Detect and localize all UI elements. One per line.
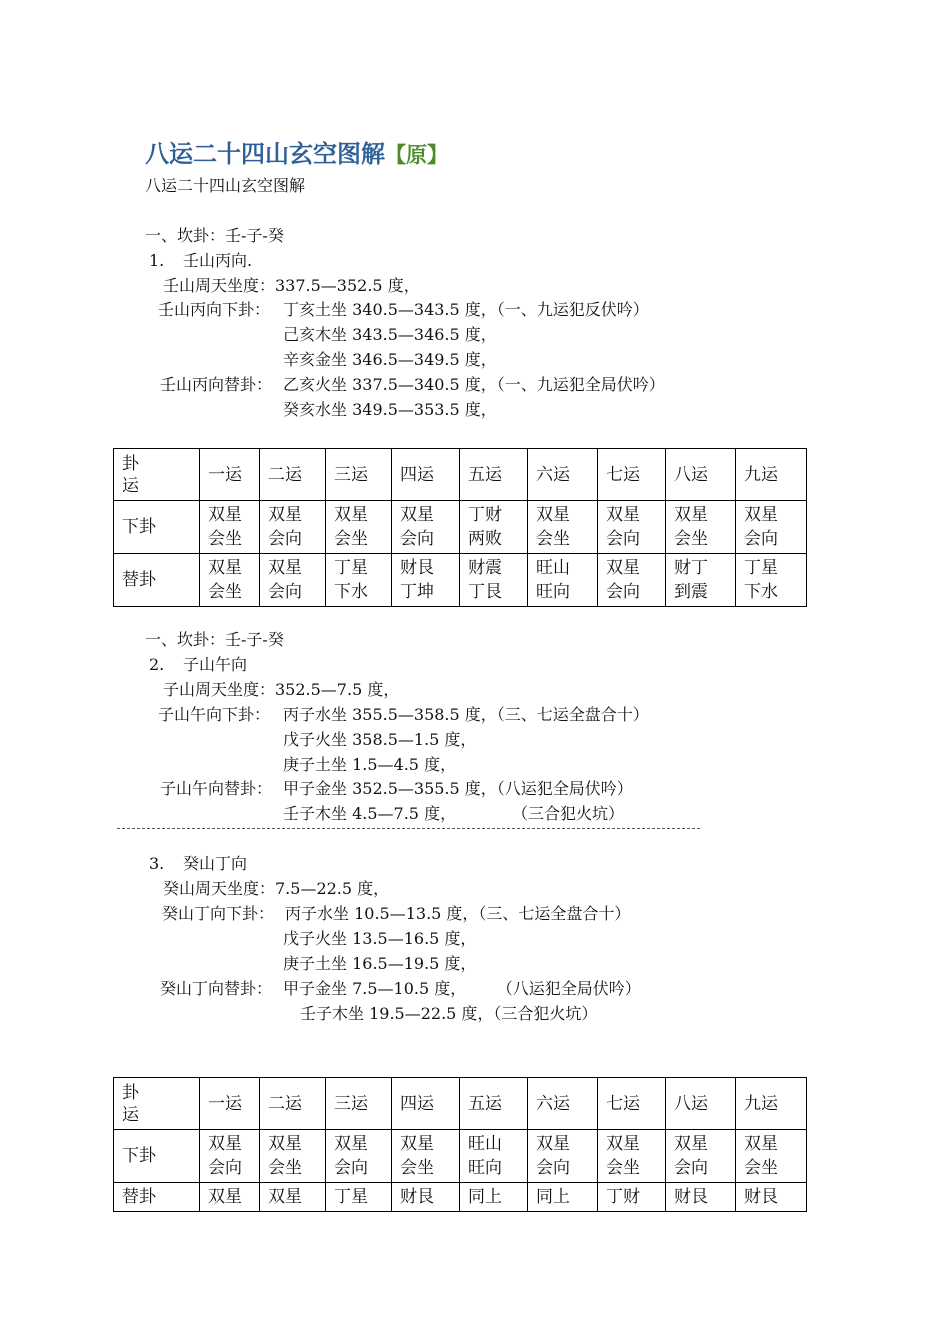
table-cell: 双星 会坐 (528, 501, 598, 554)
section2-degree-line: 子山周天坐度：352.5—7.5 度， (163, 680, 400, 699)
table-cell: 财艮 (736, 1183, 807, 1212)
dashed-divider (117, 828, 700, 829)
section1-ti-line: 乙亥火坐 337.5—340.5 度，（一、九运犯全局伏吟） (283, 375, 665, 394)
table-header-row (114, 449, 807, 501)
corner-cell: 卦 运 (114, 1078, 200, 1130)
header-cell: 九运 (736, 449, 807, 501)
yun-table-2 (113, 1077, 807, 1212)
table-cell: 财艮 丁坤 (392, 554, 460, 607)
table-cell: 双星 会坐 (736, 1130, 807, 1183)
table-cell: 同上 (528, 1183, 598, 1212)
section2-item-title: 子山午向 (183, 655, 248, 674)
header-cell: 一运 (200, 449, 260, 501)
table-row (114, 554, 807, 607)
table-cell: 双星 会向 (326, 1130, 392, 1183)
page-title (145, 134, 448, 169)
table-header-row (114, 1078, 807, 1130)
table-cell: 双星 会向 (528, 1130, 598, 1183)
table-cell: 双星 会坐 (326, 501, 392, 554)
table-cell: 旺山 旺向 (460, 1130, 528, 1183)
row-label: 替卦 (114, 1183, 200, 1212)
header-cell: 三运 (326, 1078, 392, 1130)
section3-xia-line: 戊子火坐 13.5—16.5 度， (283, 929, 477, 948)
table-cell: 丁财 两败 (460, 501, 528, 554)
section2-xia-line: 庚子土坐 1.5—4.5 度， (283, 755, 457, 774)
table-cell: 财丁 到震 (666, 554, 736, 607)
section2-ti-line: 壬子木坐 4.5—7.5 度， （三合犯火坑） (283, 804, 625, 823)
table-cell: 财艮 (392, 1183, 460, 1212)
table-cell: 双星 会向 (200, 1130, 260, 1183)
title-text: 八运二十四山玄空图解 (145, 140, 385, 168)
section1-ti-line: 癸亥水坐 349.5—353.5 度， (283, 400, 497, 419)
section2-item-number: 2. (149, 655, 165, 674)
header-cell: 八运 (666, 1078, 736, 1130)
header-cell: 二运 (260, 1078, 326, 1130)
header-cell: 八运 (666, 449, 736, 501)
header-cell: 一运 (200, 1078, 260, 1130)
table-cell: 双星 会坐 (200, 554, 260, 607)
row-label: 下卦 (114, 1130, 200, 1183)
section3-ti-line: 壬子木坐 19.5—22.5 度，（三合犯火坑） (300, 1004, 598, 1023)
section1-xia-line: 己亥木坐 343.5—346.5 度， (283, 325, 497, 344)
section3-xia-line: 庚子土坐 16.5—19.5 度， (283, 954, 477, 973)
section3-degree-line: 癸山周天坐度：7.5—22.5 度， (163, 879, 390, 898)
yun-table-1 (113, 448, 807, 607)
section1-item-number: 1. (149, 251, 165, 270)
table-cell: 双星 会向 (260, 501, 326, 554)
section2-ti-line: 甲子金坐 352.5—355.5 度，（八运犯全局伏吟） (283, 779, 633, 798)
section1-degree-line: 壬山周天坐度：337.5—352.5 度， (163, 276, 420, 295)
table-cell: 丁星 (326, 1183, 392, 1212)
header-cell: 五运 (460, 449, 528, 501)
header-cell: 七运 (598, 449, 666, 501)
header-cell: 四运 (392, 449, 460, 501)
title-tag: 【原】 (385, 143, 448, 167)
table-cell: 双星 会向 (598, 501, 666, 554)
section3-ti-line: 甲子金坐 7.5—10.5 度， （八运犯全局伏吟） (283, 979, 641, 998)
table-cell: 双星 会向 (392, 501, 460, 554)
table-row (114, 501, 807, 554)
table-cell: 双星 会坐 (260, 1130, 326, 1183)
table-row (114, 1130, 807, 1183)
header-cell: 六运 (528, 1078, 598, 1130)
section1-xia-line: 丁亥土坐 340.5—343.5 度，（一、九运犯反伏吟） (283, 300, 649, 319)
section3-item-title: 癸山丁向 (183, 854, 248, 873)
section2-heading: 一、坎卦：壬-子-癸 (145, 630, 284, 649)
header-cell: 五运 (460, 1078, 528, 1130)
table-cell: 双星 会坐 (666, 501, 736, 554)
table-cell: 双星 会坐 (200, 501, 260, 554)
section3-xia-line: 丙子水坐 10.5—13.5 度，（三、七运全盘合十） (285, 904, 631, 923)
section3-ti-label: 癸山丁向替卦： (160, 979, 273, 998)
header-cell: 六运 (528, 449, 598, 501)
header-cell: 二运 (260, 449, 326, 501)
table-cell: 财艮 (666, 1183, 736, 1212)
table-cell: 双星 (200, 1183, 260, 1212)
section1-heading: 一、坎卦：壬-子-癸 (145, 226, 284, 245)
section2-ti-label: 子山午向替卦： (160, 779, 273, 798)
header-cell: 三运 (326, 449, 392, 501)
table-cell: 财震 丁艮 (460, 554, 528, 607)
table-cell: 旺山 旺向 (528, 554, 598, 607)
section1-ti-label: 壬山丙向替卦： (160, 375, 273, 394)
section2-xia-line: 戊子火坐 358.5—1.5 度， (283, 730, 477, 749)
header-cell: 九运 (736, 1078, 807, 1130)
section3-item-number: 3. (149, 854, 165, 873)
section1-xia-label: 壬山丙向下卦： (158, 300, 271, 319)
table-cell: 双星 会向 (736, 501, 807, 554)
table-cell: 双星 会坐 (392, 1130, 460, 1183)
table-cell: 双星 会向 (260, 554, 326, 607)
section2-xia-label: 子山午向下卦： (158, 705, 271, 724)
table-row (114, 1183, 807, 1212)
section1-xia-line: 辛亥金坐 346.5—349.5 度， (283, 350, 497, 369)
row-label: 下卦 (114, 501, 200, 554)
header-cell: 四运 (392, 1078, 460, 1130)
table-cell: 丁财 (598, 1183, 666, 1212)
section1-item-title: 壬山丙向. (183, 251, 253, 270)
table-cell: 双星 会向 (598, 554, 666, 607)
row-label: 替卦 (114, 554, 200, 607)
table-cell: 丁星 下水 (326, 554, 392, 607)
header-cell: 七运 (598, 1078, 666, 1130)
table-cell: 双星 会向 (666, 1130, 736, 1183)
table-cell: 丁星 下水 (736, 554, 807, 607)
section2-xia-line: 丙子水坐 355.5—358.5 度，（三、七运全盘合十） (283, 705, 649, 724)
table-cell: 双星 会坐 (598, 1130, 666, 1183)
table-cell: 同上 (460, 1183, 528, 1212)
corner-cell: 卦 运 (114, 449, 200, 501)
section3-xia-label: 癸山丁向下卦： (162, 904, 275, 923)
subtitle: 八运二十四山玄空图解 (145, 176, 306, 195)
table-cell: 双星 (260, 1183, 326, 1212)
